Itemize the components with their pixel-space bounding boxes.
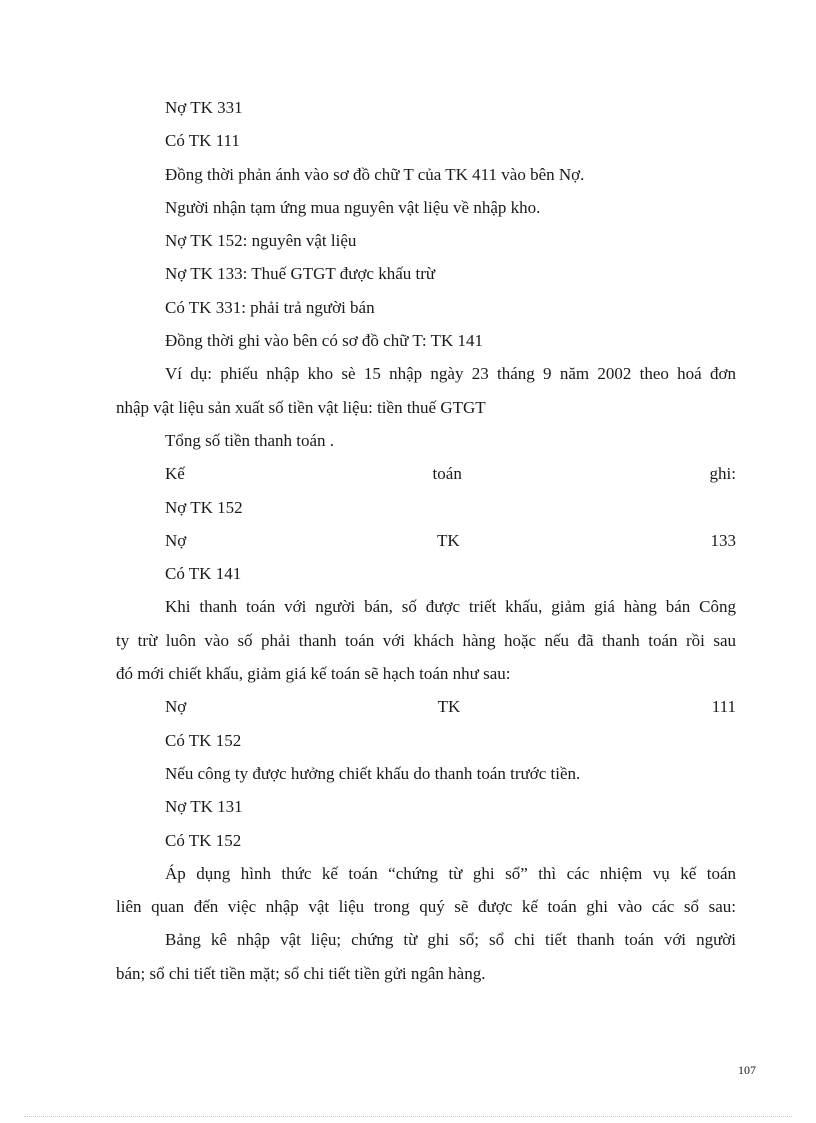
text-line: Có TK 141 xyxy=(165,564,242,584)
text-line: Áp dụng hình thức kế toán “chứng từ ghi sổ” thì các nhiệm vụ kế toán xyxy=(165,863,736,883)
text-line: Tổng số tiền thanh toán . xyxy=(165,430,335,450)
word: TK xyxy=(437,530,460,550)
text-line: Có TK 111 xyxy=(165,131,240,151)
text-line: Nợ TK 152 xyxy=(165,497,243,517)
word: 133 xyxy=(710,530,736,550)
page-bottom-divider xyxy=(24,1116,792,1117)
text-line: đó mới chiết khấu, giảm giá kế toán sẽ hạch toán như sau: xyxy=(116,664,511,684)
body-text xyxy=(116,91,736,990)
text-line: Nợ TK 131 xyxy=(165,797,243,817)
text-line-spread xyxy=(116,524,736,557)
text-line: Đồng thời ghi vào bên có sơ đồ chữ T: TK 141 xyxy=(165,331,483,351)
text-line: Có TK 152 xyxy=(165,830,242,850)
text-line: Nợ TK 133: Thuế GTGT được khấu trừ xyxy=(165,264,436,284)
text-line: Có TK 331: phải trả người bán xyxy=(165,297,375,317)
word: ghi: xyxy=(709,464,736,484)
word: toán xyxy=(432,464,462,484)
text-line: bán; sổ chi tiết tiền mặt; sổ chi tiết tiền gửi ngân hàng. xyxy=(116,963,486,983)
text-line: Người nhận tạm ứng mua nguyên vật liệu về nhập kho. xyxy=(165,197,541,217)
text-line: Ví dụ: phiếu nhập kho sè 15 nhập ngày 23 tháng 9 năm 2002 theo hoá đơn xyxy=(165,364,736,384)
text-line: Đồng thời phản ánh vào sơ đồ chữ T của TK 411 vào bên Nợ. xyxy=(165,164,585,184)
word: Nợ xyxy=(165,530,187,550)
text-line: ty trừ luôn vào số phải thanh toán với khách hàng hoặc nếu đã thanh toán rồi sau xyxy=(116,630,736,650)
word: Nợ xyxy=(165,697,187,717)
text-line: liên quan đến việc nhập vật liệu trong quý sẽ được kế toán ghi vào các sổ sau: xyxy=(116,897,736,917)
text-line: nhập vật liệu sản xuất số tiền vật liệu: tiền thuế GTGT xyxy=(116,397,486,417)
text-line: Nếu công ty được hưởng chiết khấu do thanh toán trước tiền. xyxy=(165,763,581,783)
word: TK xyxy=(437,697,461,717)
text-line: Có TK 152 xyxy=(165,730,242,750)
text-line-spread xyxy=(116,690,736,723)
word: 111 xyxy=(711,697,736,717)
text-line: Nợ TK 152: nguyên vật liệu xyxy=(165,231,357,251)
text-line: Bảng kê nhập vật liệu; chứng từ ghi sổ; sổ chi tiết thanh toán với người xyxy=(165,930,736,950)
page-number: 107 xyxy=(738,1063,756,1077)
text-line: Khi thanh toán với người bán, số được triết khấu, giảm giá hàng bán Công xyxy=(165,597,736,617)
text-line-spread xyxy=(116,457,736,490)
word: Kế xyxy=(165,464,185,484)
text-line: Nợ TK 331 xyxy=(165,98,243,117)
